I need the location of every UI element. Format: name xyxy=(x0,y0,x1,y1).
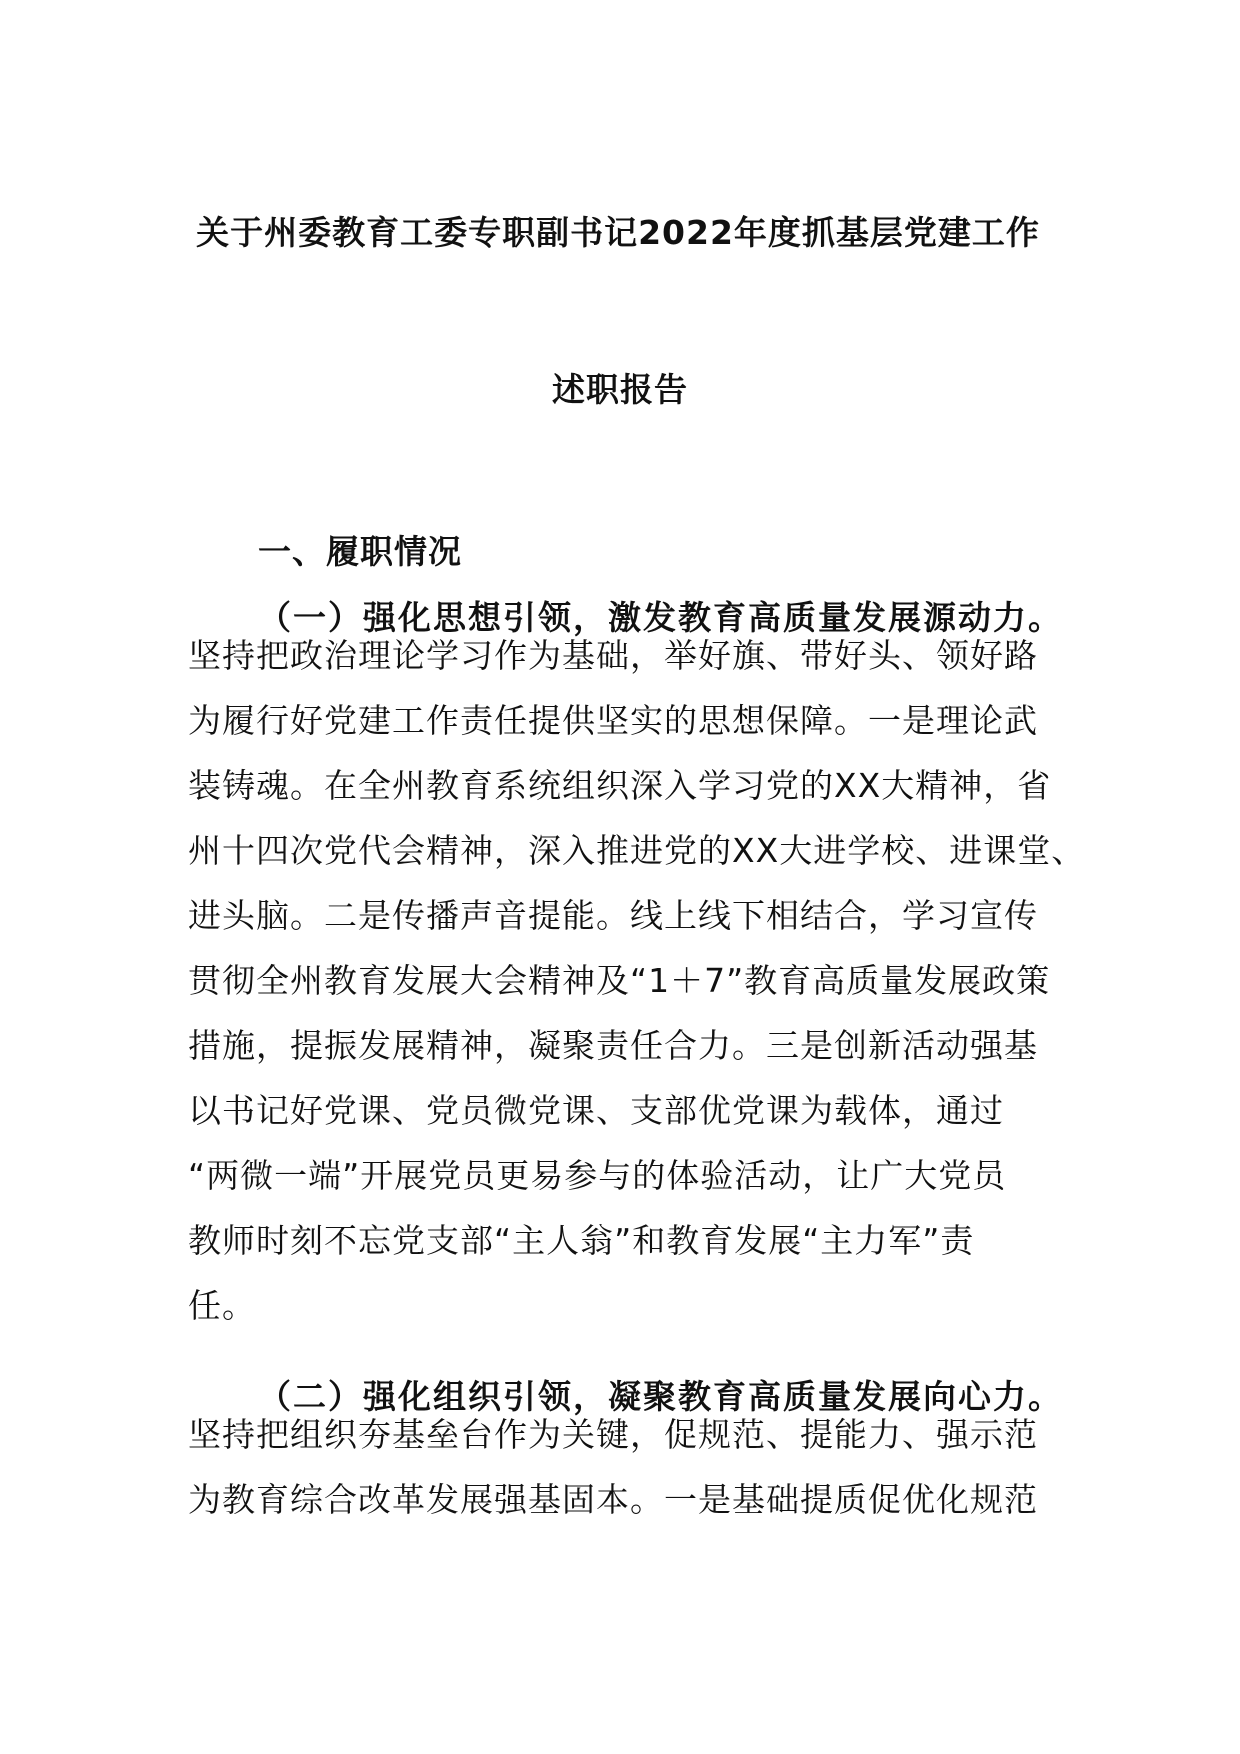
paragraph-line: 措施，提振发展精神，凝聚责任合力。三是创新活动强基 xyxy=(188,1026,1038,1065)
paragraph-line: 为教育综合改革发展强基固本。一是基础提质促优化规范 xyxy=(188,1480,1038,1519)
paragraph-line: 为履行好党建工作责任提供坚实的思想保障。一是理论武 xyxy=(188,701,1038,740)
document-title-line-1: 关于州委教育工委专职副书记2022年度抓基层党建工作 xyxy=(196,213,1040,252)
paragraph-line: 贯彻全州教育发展大会精神及“1＋7”教育高质量发展政策 xyxy=(188,961,1051,1000)
paragraph-line: 以书记好党课、党员微党课、支部优党课为载体，通过 xyxy=(188,1091,1004,1130)
subsection-heading-1: （一）强化思想引领，激发教育高质量发展源动力。 xyxy=(258,598,1063,637)
paragraph-line: 任。 xyxy=(188,1286,256,1325)
paragraph-line: 教师时刻不忘党支部“主人翁”和教育发展“主力军”责 xyxy=(188,1221,975,1260)
document-title-line-2: 述职报告 xyxy=(552,370,688,409)
paragraph-line: 进头脑。二是传播声音提能。线上线下相结合，学习宣传 xyxy=(188,896,1038,935)
paragraph-line: 州十四次党代会精神，深入推进党的XX大进学校、进课堂、 xyxy=(188,831,1086,870)
paragraph-line: 坚持把组织夯基垒台作为关键，促规范、提能力、强示范 xyxy=(188,1415,1038,1454)
subsection-heading-2: （二）强化组织引领，凝聚教育高质量发展向心力。 xyxy=(258,1377,1063,1416)
paragraph-line: 装铸魂。在全州教育系统组织深入学习党的XX大精神，省 xyxy=(188,766,1052,805)
paragraph-line: “两微一端”开展党员更易参与的体验活动，让广大党员 xyxy=(188,1156,1007,1195)
paragraph-line: 坚持把政治理论学习作为基础，举好旗、带好头、领好路 xyxy=(188,636,1038,675)
section-heading-performance: 一、履职情况 xyxy=(258,532,462,571)
